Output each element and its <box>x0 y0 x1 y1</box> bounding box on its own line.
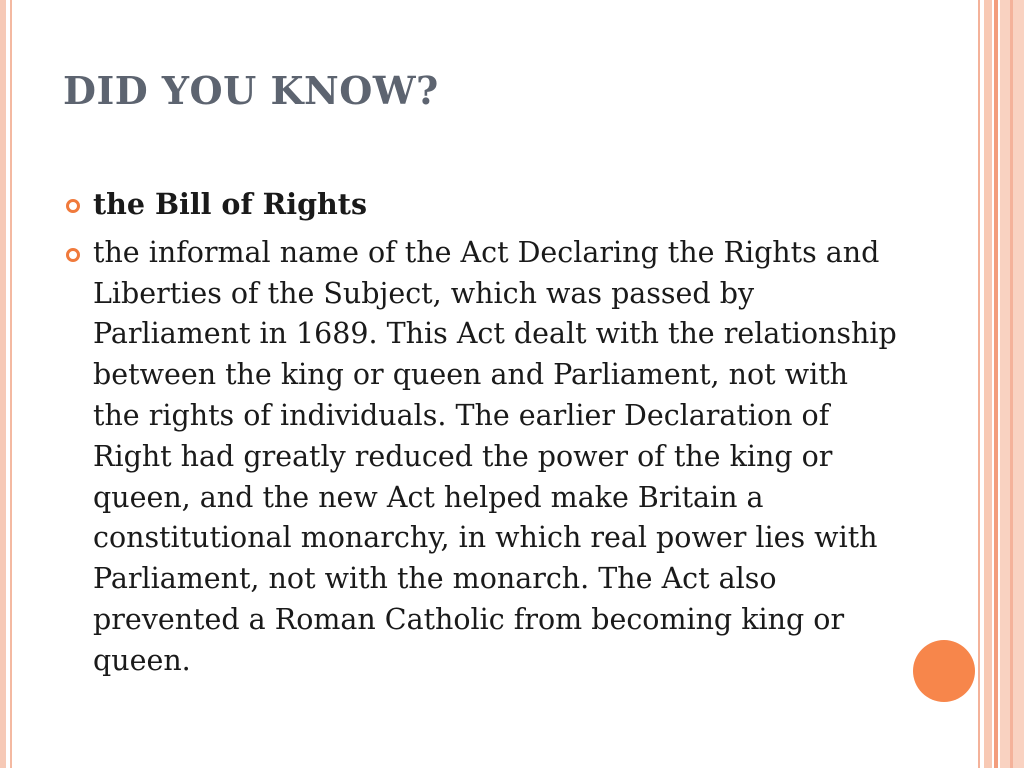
bullet-text: the informal name of the Act Declaring the Rights and Liberties of the Subject, which was passed by Parliament in 1689. This Act dealt with the relationship between the king or queen and Parliament, not with the rights of individuals. The earlier Declaration of Right had greatly reduced the power of the king or queen, and the new Act helped make Britain a constitutional monarchy, in which real power lies with Parliament, not with the monarch. The Act also prevented a Roman Catholic from becoming king or queen. <box>93 235 897 677</box>
slide-title: DID YOU KNOW? <box>63 68 439 113</box>
bullet-item-term <box>60 184 900 225</box>
bullet-text: the Bill of Rights <box>93 187 367 221</box>
right-decorative-stripe <box>994 0 998 768</box>
right-decorative-stripe <box>984 0 992 768</box>
decorative-circle-icon <box>913 640 975 702</box>
bullet-icon <box>66 248 80 262</box>
bullet-list <box>60 184 900 690</box>
right-decorative-stripe <box>1010 0 1013 768</box>
left-decorative-stripe <box>10 0 12 768</box>
bullet-item-definition <box>60 233 900 682</box>
left-decorative-stripe <box>0 0 6 768</box>
bullet-icon <box>66 199 80 213</box>
right-decorative-stripe <box>978 0 980 768</box>
